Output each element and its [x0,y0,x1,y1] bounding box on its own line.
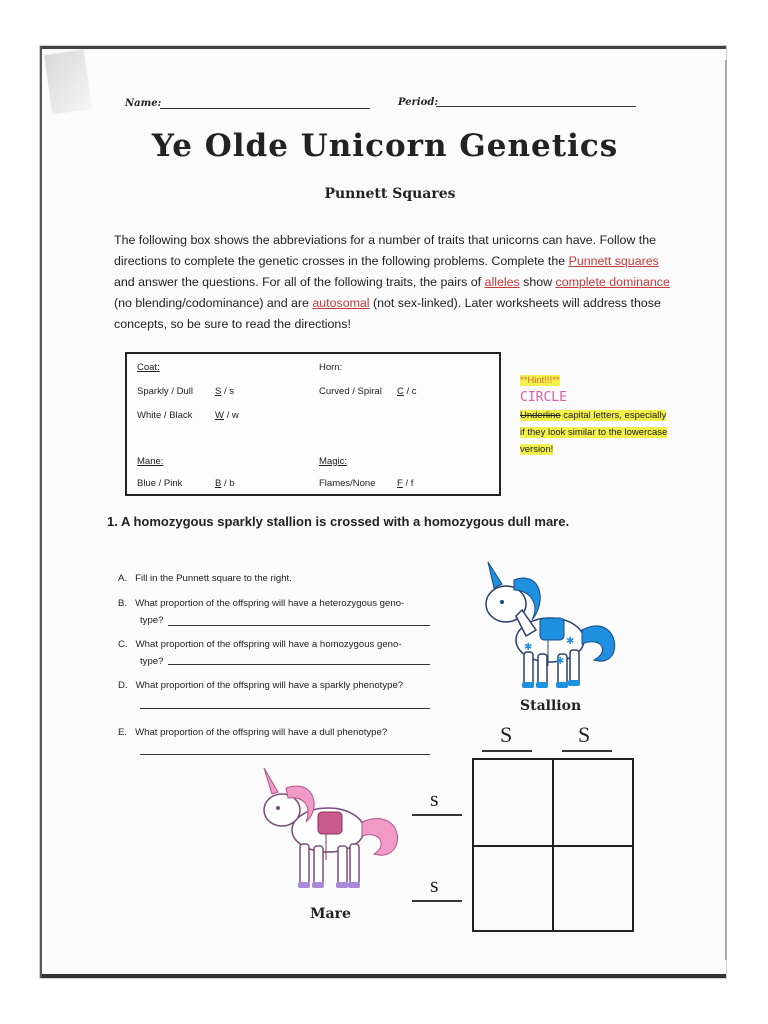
folded-corner [44,50,92,115]
magic-heading: Magic: [319,456,347,467]
side-allele-1: s [430,786,439,811]
name-field-line[interactable] [160,108,370,109]
svg-text:✱: ✱ [566,636,575,647]
hint-circle-word: CIRCLE [520,390,567,405]
punnett-cell-2[interactable] [554,760,632,845]
item-d-text: What proportion of the offspring will have a sparkly phenotype? [135,680,404,691]
page-title: Ye Olde Unicorn Genetics [151,128,619,164]
mane-trait-1: Blue / Pink [137,478,183,489]
answer-line-e[interactable] [140,754,430,755]
side-allele-line-1 [412,814,462,816]
coat-trait-2: White / Black [137,410,193,421]
coat-2-recessive: w [231,410,239,421]
mane-1-recessive: b [229,478,235,489]
question-item-a [118,570,292,587]
trait-abbreviation-box: Coat: Sparkly / Dull S / s White / Black W / w Horn: Curved / Spiral C / c Mane: Blue / Pink B / b Magic: Flames/None F / f [125,352,501,496]
horn-heading: Horn: [319,362,343,373]
horn-1-recessive: c [411,386,417,397]
mane-heading: Mane: [137,456,164,467]
top-allele-line-2 [562,750,612,752]
side-allele-2: s [430,872,439,897]
svg-text:✱: ✱ [524,642,533,653]
item-a-text: Fill in the Punnett square to the right. [135,573,292,584]
item-c-text: What proportion of the offspring will have a homozygous geno- [135,639,402,650]
page-edge-right [725,60,727,960]
top-allele-2: S [578,722,591,747]
coat-2-dominant: W [215,410,224,421]
question-item-e [118,724,387,741]
top-allele-1: S [500,722,513,747]
question-1-prompt: 1. A homozygous sparkly stallion is crossed with a homozygous dull mare. [107,514,570,529]
coat-trait-1: Sparkly / Dull [137,386,193,397]
punnett-cell-1[interactable] [474,760,552,845]
item-d-letter: D. [118,680,128,691]
item-a-letter: A. [118,573,128,584]
horn-trait-1: Curved / Spiral [319,386,382,397]
intro-text-4: (no blending/codominance) and are [114,296,313,310]
item-b-letter: B. [118,598,128,609]
stallion-illustration [470,560,630,700]
item-e-text: What proportion of the offspring will have a dull phenotype? [135,727,388,738]
period-field-line[interactable] [436,106,636,107]
punnett-square [472,758,634,932]
side-allele-line-2 [412,900,462,902]
item-c-text2: type? [140,656,164,667]
item-b-text: What proportion of the offspring will have a heterozygous geno- [135,598,405,609]
mane-1-dominant: B [215,478,222,489]
question-item-b [118,595,438,629]
svg-text:✱: ✱ [556,656,565,667]
hint-note [520,372,670,458]
coat-1-recessive: s [229,386,235,397]
hint-underline-word: Underline [520,410,561,421]
magic-1-dominant: F [397,478,403,489]
hint-label: **Hint!!!** [520,375,560,386]
horn-1-dominant: C [397,386,404,397]
intro-text-5: (not sex-linked). Later worksheets will address those concepts, so be sure to read the directions! [114,296,661,331]
answer-line-c[interactable] [168,664,430,665]
period-label: Period: [398,97,439,108]
question-item-d [118,677,403,694]
intro-text-2: and answer the questions. For all of the following traits, the pairs of [114,275,485,289]
page-subtitle: Punnett Squares [324,186,456,202]
coat-heading: Coat: [137,362,160,373]
punnett-cell-4[interactable] [554,847,632,930]
intro-text-3: show [519,275,556,289]
intro-paragraph [114,230,674,335]
top-allele-line-1 [482,750,532,752]
magic-trait-1: Flames/None [319,478,376,489]
term-complete-dominance: complete dominance [555,275,670,289]
item-e-letter: E. [118,727,128,738]
hint-text: capital letters, especially if they look similar to the lowercase version! [520,410,668,455]
term-punnett-squares: Punnett squares [568,254,659,268]
coat-1-dominant: S [215,386,222,397]
page-edge-left [40,46,42,978]
mare-illustration [256,764,416,904]
stallion-caption: Stallion [520,698,582,714]
name-label: Name: [125,98,162,109]
item-c-letter: C. [118,639,128,650]
intro-text-1: The following box shows the abbreviations for a number of traits that unicorns can have. Follow the directions to complete the genetic crosses in the following problems. Complete the [114,233,657,268]
answer-line-d[interactable] [140,708,430,709]
answer-line-b[interactable] [168,625,430,626]
mare-caption: Mare [310,906,351,922]
magic-1-recessive: f [410,478,414,489]
term-autosomal: autosomal [312,296,370,310]
punnett-cell-3[interactable] [474,847,552,930]
item-b-text2: type? [140,615,164,626]
term-alleles: alleles [484,275,520,289]
